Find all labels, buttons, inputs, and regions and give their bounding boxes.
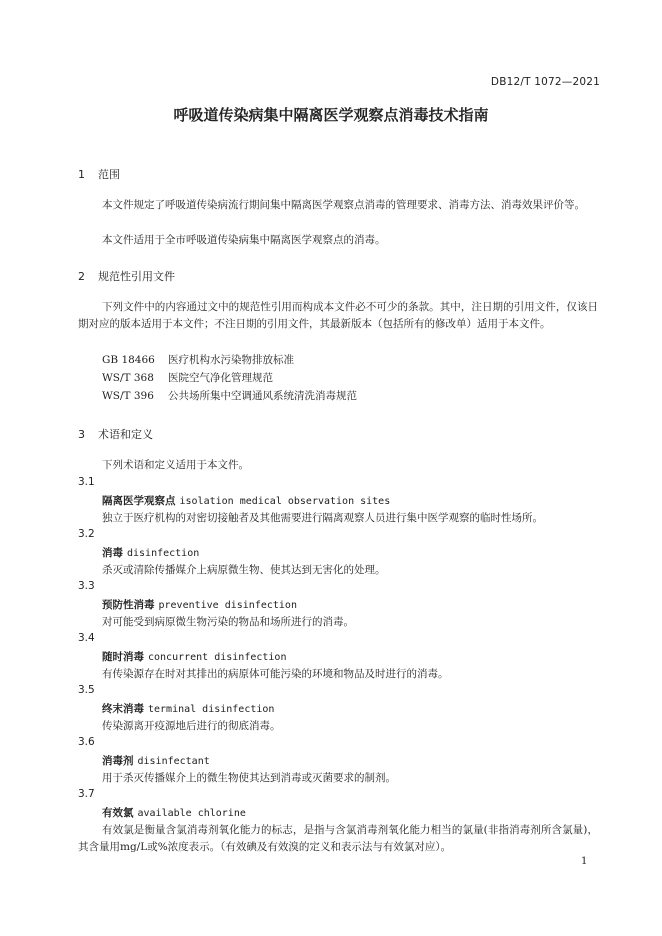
reference-item [102, 370, 273, 385]
section-title: 范围 [98, 168, 120, 181]
section-2-heading [78, 268, 175, 284]
term-en: preventive disinfection [158, 600, 297, 611]
term-zh: 随时消毒 [102, 651, 144, 663]
section-3-heading [78, 426, 153, 442]
section-1-heading [78, 166, 120, 182]
page-number: 1 [581, 856, 588, 867]
reference-name: 医院空气净化管理规范 [168, 372, 273, 384]
section-number: 2 [78, 270, 85, 283]
section-title: 术语和定义 [98, 428, 153, 441]
term-definition: 有效氯是衡量含氯消毒剂氧化能力的标志，是指与含氯消毒剂氧化能力相当的氯量(非指消毒剂所含氯量)，其含量用mg/L或%浓度表示。（有效碘及有效溴的定义和表示法与有效氯对应）。 [78, 824, 598, 853]
term-definition: 传染源离开疫源地后进行的彻底消毒。 [102, 720, 281, 732]
term-number: 3.6 [78, 736, 95, 748]
term-number: 3.1 [78, 476, 95, 488]
document-title: 呼吸道传染病集中隔离医学观察点消毒技术指南 [173, 106, 489, 124]
section-number: 3 [78, 428, 85, 441]
term-en: concurrent disinfection [148, 652, 287, 663]
reference-item [102, 352, 294, 367]
term-zh: 消毒 [102, 547, 123, 559]
paragraph: 下列术语和定义适用于本文件。 [102, 459, 249, 471]
term-en: disinfection [127, 548, 200, 559]
reference-item [102, 388, 357, 403]
term-zh: 隔离医学观察点 [102, 495, 176, 507]
term-heading [102, 649, 286, 664]
term-heading [102, 493, 390, 508]
term-number: 3.4 [78, 632, 95, 644]
term-zh: 终末消毒 [102, 703, 144, 715]
paragraph: 本文件规定了呼吸道传染病流行期间集中隔离医学观察点消毒的管理要求、消毒方法、消毒效果评价等。 [102, 199, 585, 211]
term-zh: 预防性消毒 [102, 599, 155, 611]
reference-code: WS/T 396 [102, 390, 154, 402]
term-definition: 独立于医疗机构的对密切接触者及其他需要进行隔离观察人员进行集中医学观察的临时性场所。 [102, 512, 543, 524]
reference-name: 公共场所集中空调通风系统清洗消毒规范 [168, 390, 357, 402]
term-heading [102, 545, 199, 560]
term-number: 3.7 [78, 788, 95, 800]
standard-code: DB12/T 1072—2021 [490, 76, 600, 88]
term-number: 3.3 [78, 580, 95, 592]
term-heading [102, 805, 246, 820]
term-number: 3.5 [78, 684, 95, 696]
term-en: terminal disinfection [148, 704, 275, 715]
term-en: isolation medical observation sites [179, 496, 391, 507]
term-definition: 杀灭或清除传播媒介上病原微生物、使其达到无害化的处理。 [102, 564, 386, 576]
reference-code: GB 18466 [102, 354, 155, 366]
term-heading [102, 753, 210, 768]
term-number: 3.2 [78, 528, 95, 540]
reference-name: 医疗机构水污染物排放标准 [168, 354, 294, 366]
term-en: disinfectant [137, 756, 210, 767]
reference-code: WS/T 368 [102, 372, 154, 384]
term-heading [102, 597, 297, 612]
term-definition: 对可能受到病原微生物污染的物品和场所进行的消毒。 [102, 616, 354, 628]
term-definition: 用于杀灭传播媒介上的微生物使其达到消毒或灭菌要求的制剂。 [102, 772, 396, 784]
term-zh: 消毒剂 [102, 755, 134, 767]
term-en: available chlorine [137, 808, 246, 819]
term-zh: 有效氯 [102, 807, 134, 819]
section-title: 规范性引用文件 [98, 270, 175, 283]
paragraph: 本文件适用于全市呼吸道传染病集中隔离医学观察点的消毒。 [102, 234, 386, 246]
term-heading [102, 701, 274, 716]
term-definition: 有传染源存在时对其排出的病原体可能污染的环境和物品及时进行的消毒。 [102, 668, 449, 680]
section-number: 1 [78, 168, 85, 181]
paragraph: 下列文件中的内容通过文中的规范性引用而构成本文件必不可少的条款。其中，注日期的引用文件，仅该日期对应的版本适用于本文件；不注日期的引用文件，其最新版本（包括所有的修改单）适用于本文件。 [78, 301, 598, 330]
